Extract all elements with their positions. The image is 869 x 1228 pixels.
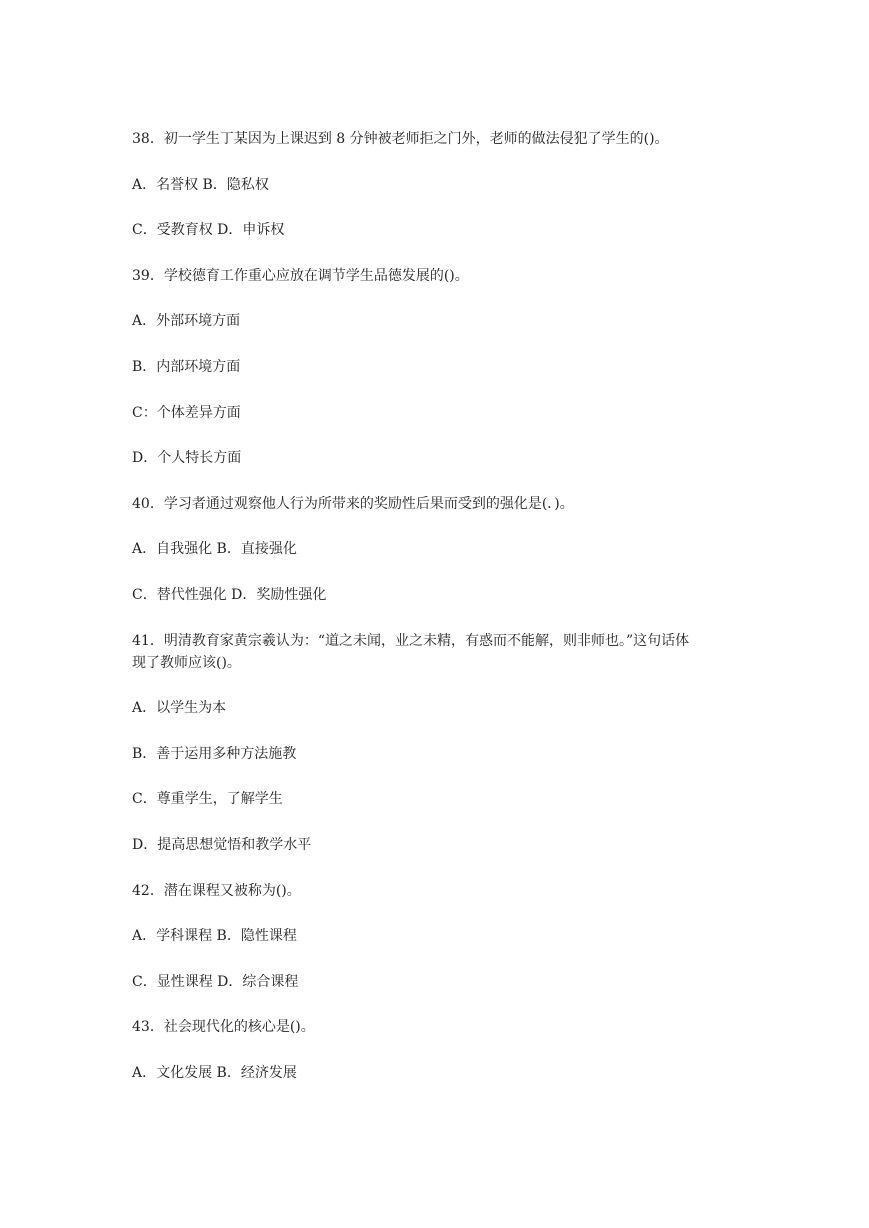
q40-options-ab: A．自我强化 B．直接强化: [132, 541, 297, 558]
q40-options-cd: C．替代性强化 D．奖励性强化: [132, 586, 327, 603]
question-38: 38．初一学生丁某因为上课迟到 8 分钟被老师拒之门外，老师的做法侵犯了学生的()。: [132, 131, 669, 147]
q41-option-a: A．以学生为本: [132, 700, 227, 717]
q41-option-b: B．善于运用多种方法施教: [132, 745, 297, 762]
q39-option-c: C：个体差异方面: [132, 404, 241, 421]
q43-options-ab: A．文化发展 B．经济发展: [132, 1064, 297, 1081]
q41-option-c: C．尊重学生，了解学生: [132, 791, 283, 808]
question-40: 40．学习者通过观察他人行为所带来的奖励性后果而受到的强化是(．)。: [132, 495, 574, 512]
question-43: 43．社会现代化的核心是()。: [132, 1019, 315, 1036]
q42-options-cd: C．显性课程 D．综合课程: [132, 973, 299, 990]
question-41-line-2: 现了教师应该()。: [132, 654, 241, 671]
q41-option-d: D．提高思想觉悟和教学水平: [132, 836, 312, 853]
question-41-line-1: 41．明清教育家黄宗羲认为：“道之未闻，业之未精，有惑而不能解，则非师也。”这句话体: [132, 632, 690, 649]
q39-option-b: B．内部环境方面: [132, 358, 241, 375]
q38-options-cd: C．受教育权 D．申诉权: [132, 222, 285, 239]
q38-options-ab: A．名誉权 B．隐私权: [132, 176, 269, 193]
q39-option-a: A．外部环境方面: [132, 313, 241, 330]
question-39: 39．学校德育工作重心应放在调节学生品德发展的()。: [132, 267, 469, 284]
q42-options-ab: A．学科课程 B．隐性课程: [132, 928, 297, 945]
q39-option-d: D．个人特长方面: [132, 450, 242, 467]
document-page: [132, 128, 742, 1084]
question-42: 42．潜在课程又被称为()。: [132, 882, 301, 899]
